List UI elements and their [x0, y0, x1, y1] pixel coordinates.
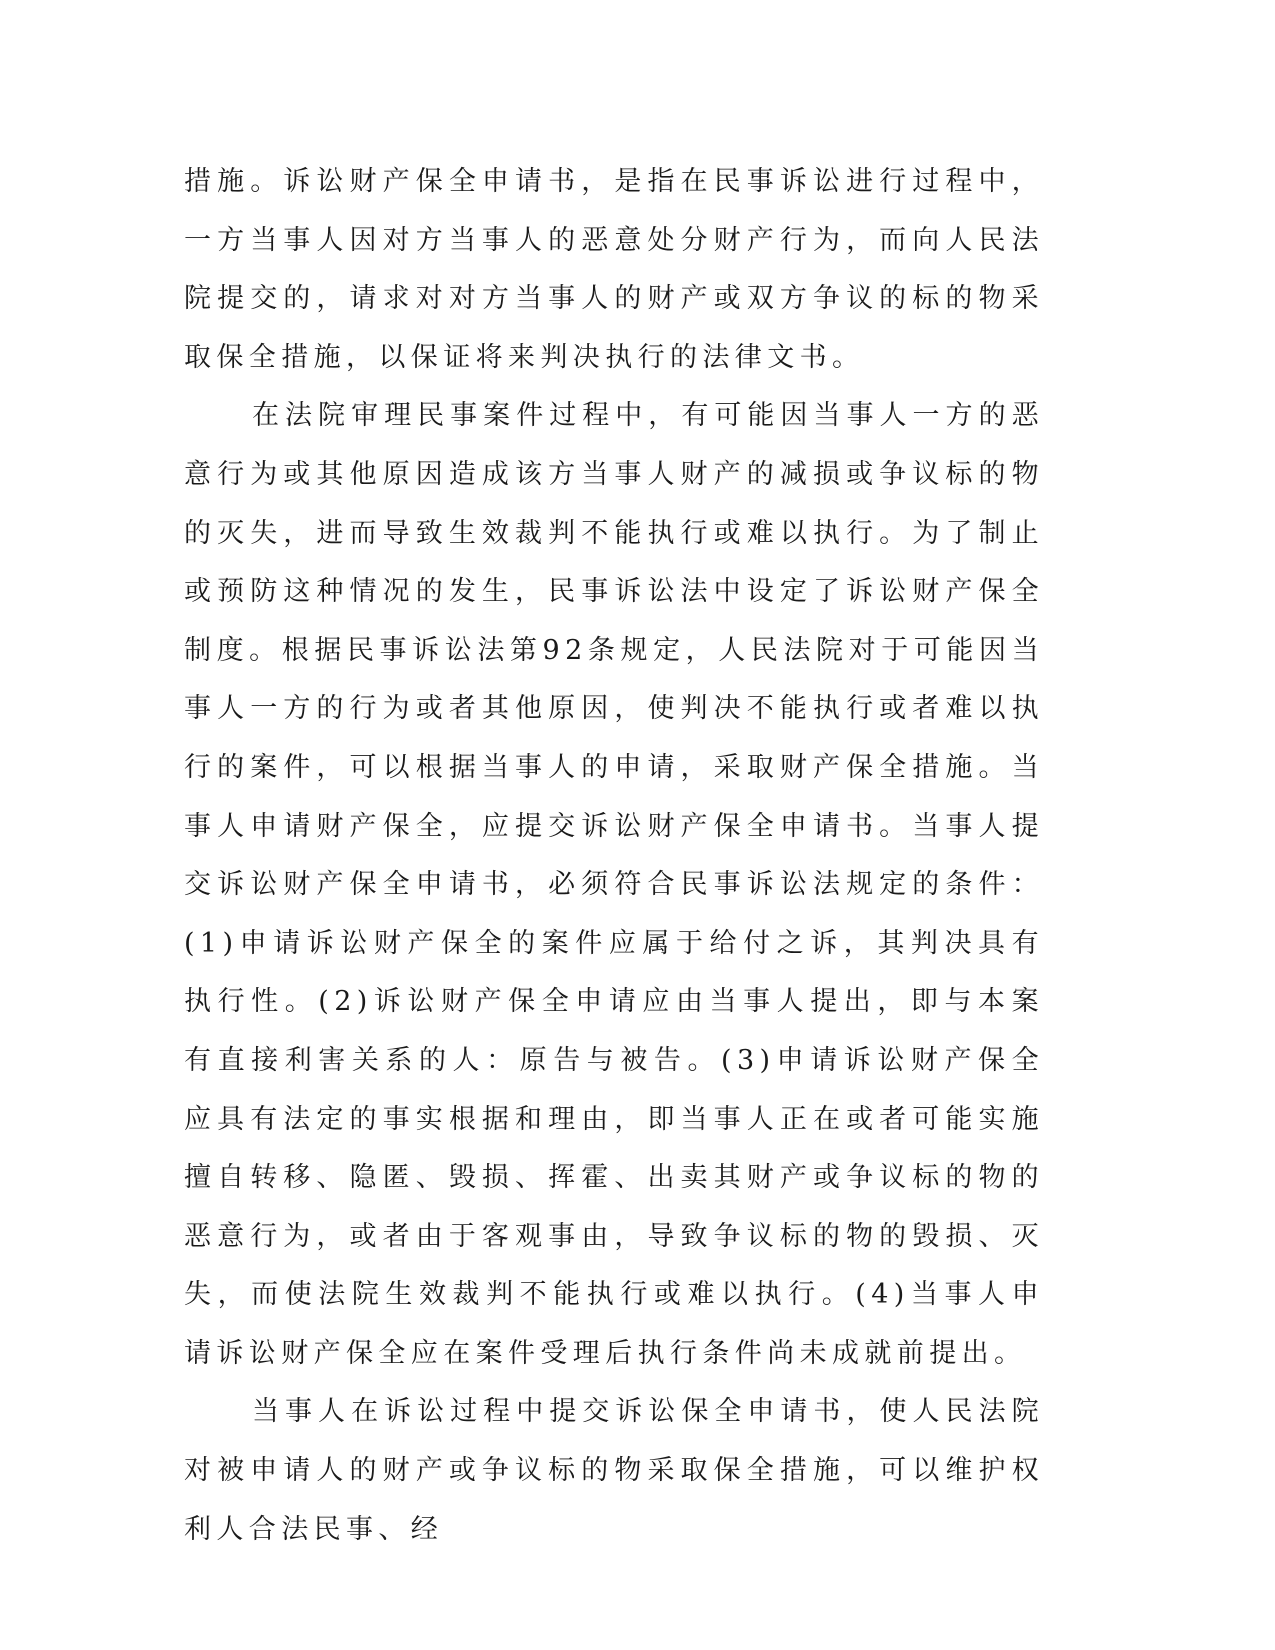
document-body [184, 153, 1044, 1559]
paragraph-preservation-purpose: 当事人在诉讼过程中提交诉讼保全申请书，使人民法院对被申请人的财产或争议标的物采取保全措施，可以维护权利人合法民事、经 [184, 1396, 1044, 1545]
paragraph-property-preservation-system: 在法院审理民事案件过程中，有可能因当事人一方的恶意行为或其他原因造成该方当事人财产的减损或争议标的物的灭失，进而导致生效裁判不能执行或难以执行。为了制止或预防这种情况的发生，民事诉讼法中设定了诉讼财产保全制度。根据民事诉讼法第92条规定，人民法院对于可能因当事人一方的行为或者其他原因，使判决不能执行或者难以执行的案件，可以根据当事人的申请，采取财产保全措施。当事人申请财产保全，应提交诉讼财产保全申请书。当事人提交诉讼财产保全申请书，必须符合民事诉讼法规定的条件：(1)申请诉讼财产保全的案件应属于给付之诉，其判决具有执行性。(2)诉讼财产保全申请应由当事人提出，即与本案有直接利害关系的人：原告与被告。(3)申请诉讼财产保全应具有法定的事实根据和理由，即当事人正在或者可能实施擅自转移、隐匿、毁损、挥霍、出卖其财产或争议标的物的恶意行为，或者由于客观事由，导致争议标的物的毁损、灭失，而使法院生效裁判不能执行或难以执行。(4)当事人申请诉讼财产保全应在案件受理后执行条件尚未成就前提出。 [184, 400, 1044, 1369]
paragraph-continuation: 措施。诉讼财产保全申请书，是指在民事诉讼进行过程中，一方当事人因对方当事人的恶意处分财产行为，而向人民法院提交的，请求对对方当事人的财产或双方争议的标的物采取保全措施，以保证将来判决执行的法律文书。 [184, 166, 1044, 373]
